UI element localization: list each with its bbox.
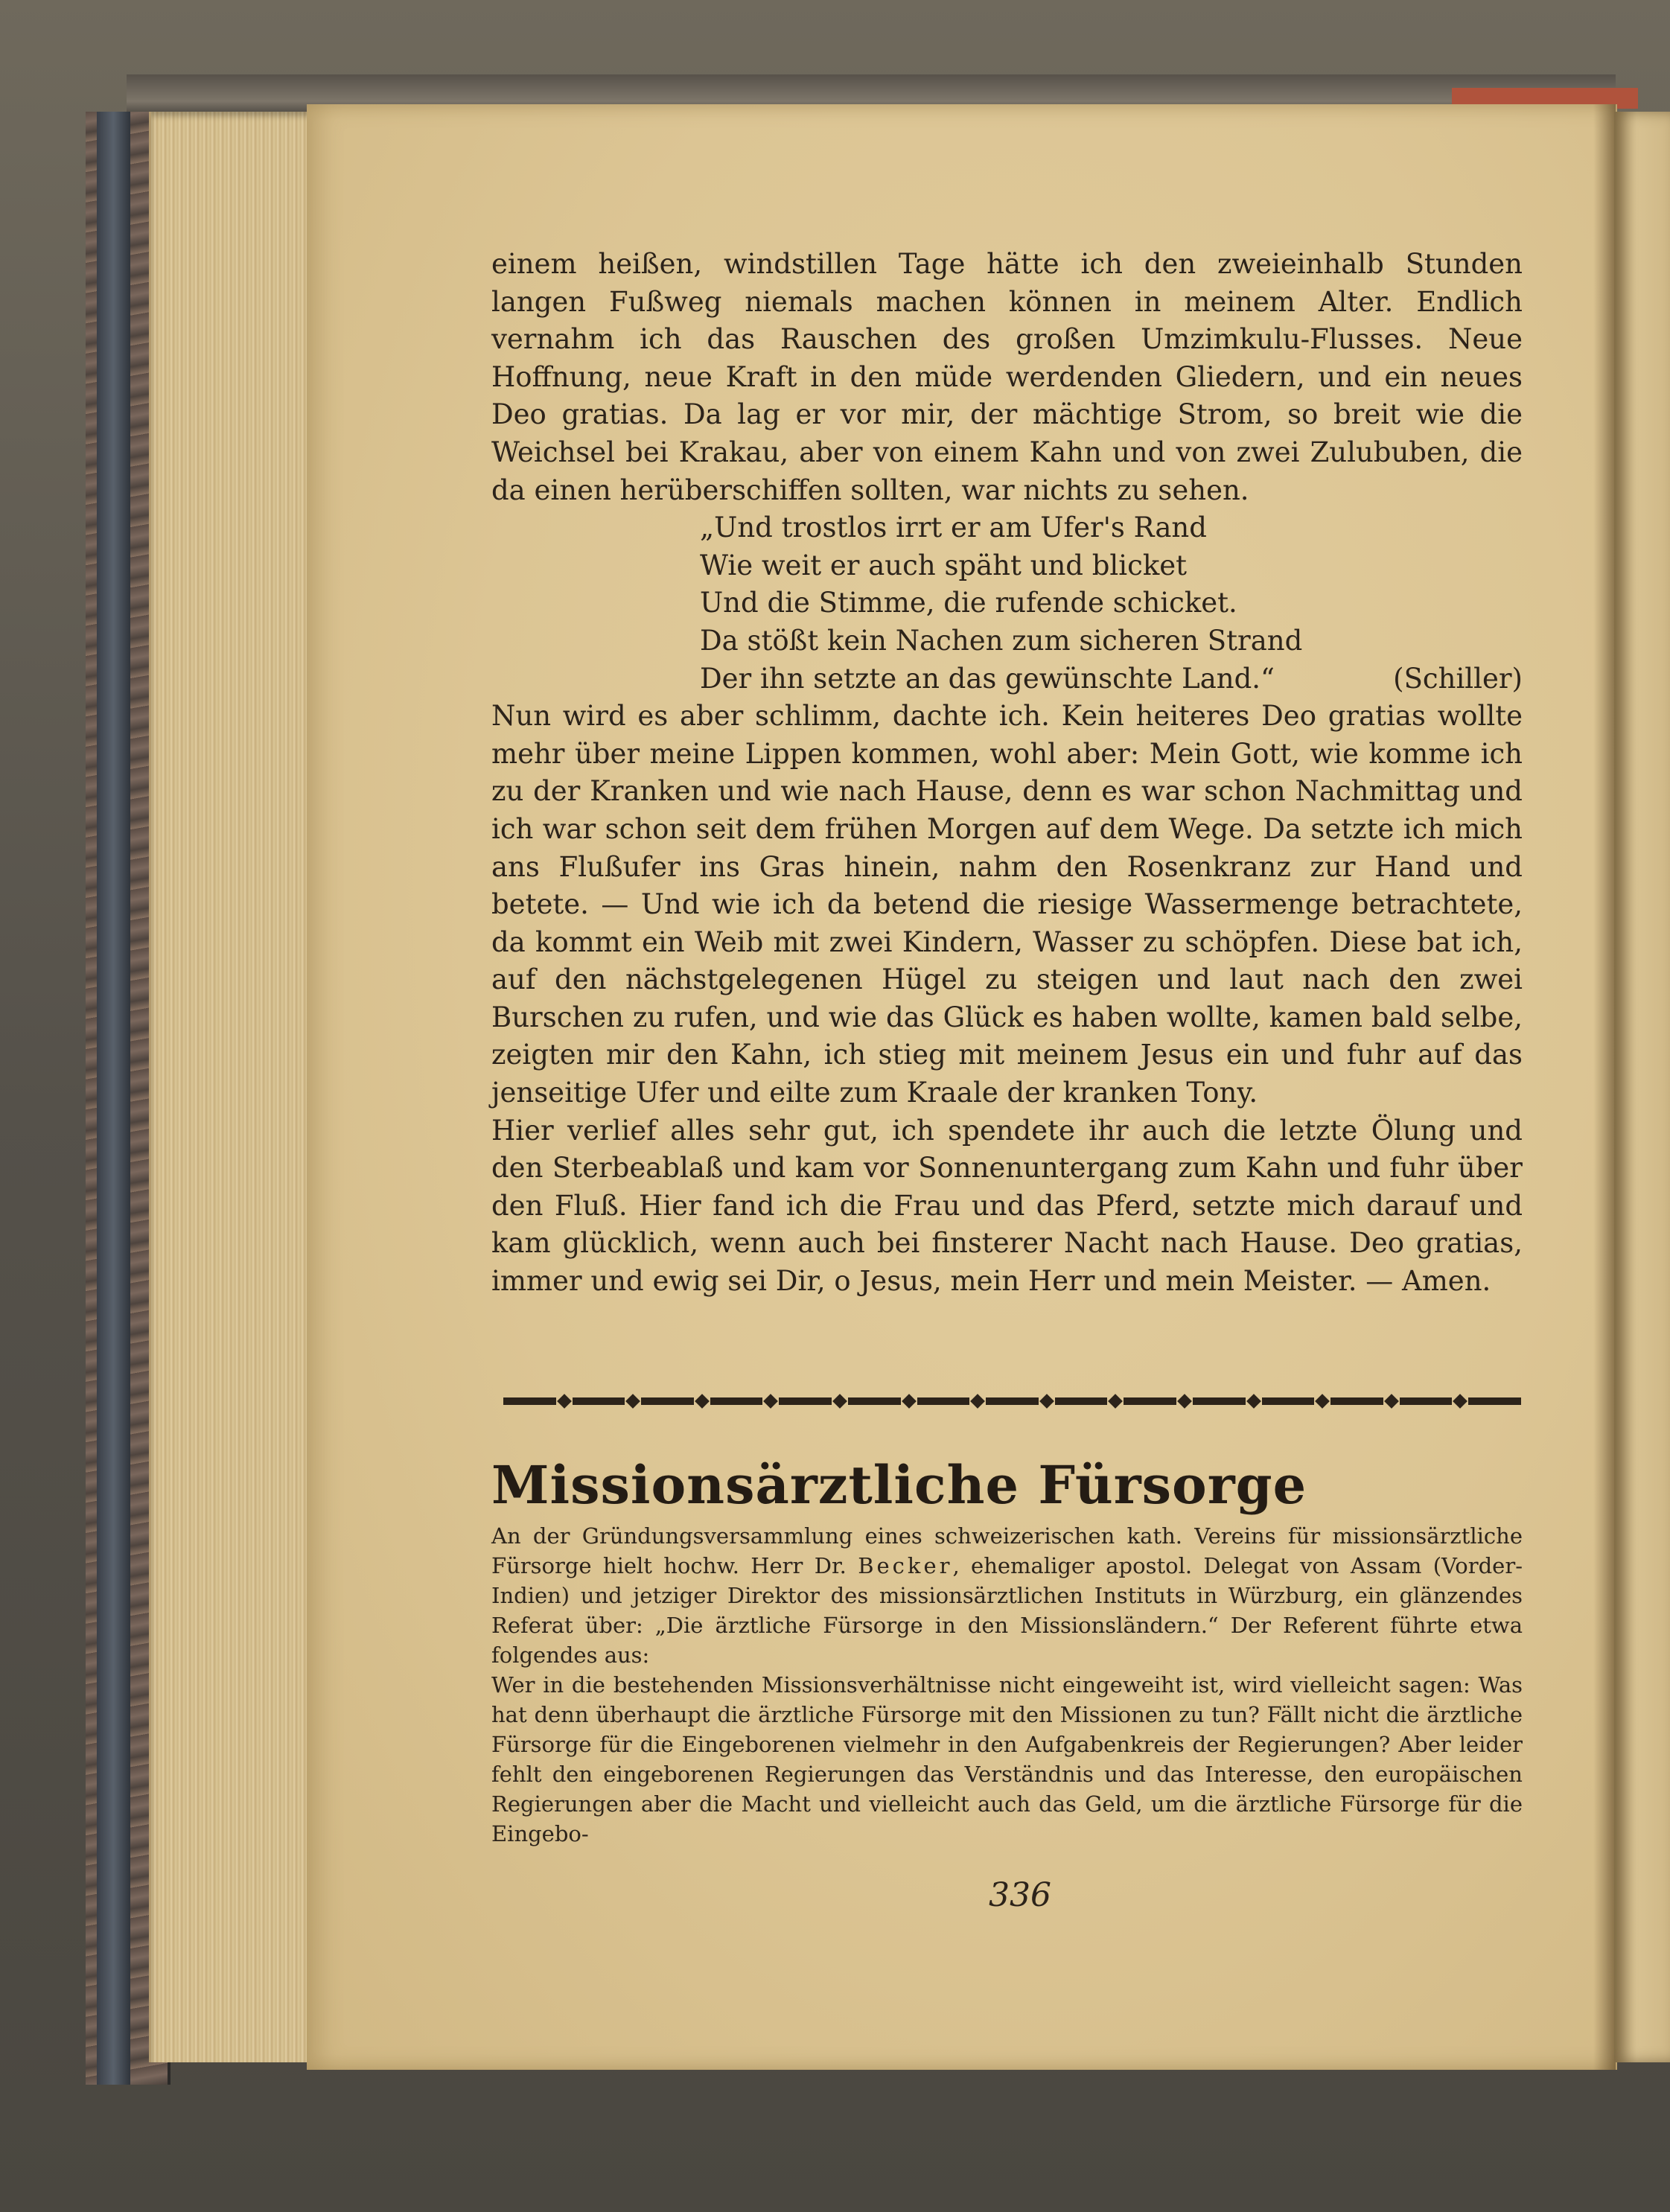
divider-diamond xyxy=(625,1394,640,1409)
paragraph-1: einem heißen, windstillen Tage hätte ich den zweieinhalb Stunden langen Fußweg niemals machen können in meinem Alter. Endlich vernahm ich das Rauschen des großen Umzimkulu-Flusses. Neue Hoffnung, neue Kraft in den müde werdenden Gliedern, und ein neues Deo gratias. Da lag er vor mir, der mächtige Strom, so breit wie die Weichsel bei Krakau, aber von einem Kahn und von zwei Zulububen, die da einen herüberschiffen sollten, war nichts zu sehen. xyxy=(491,248,1523,506)
divider-bar xyxy=(1468,1397,1521,1405)
divider-diamond xyxy=(557,1394,572,1409)
divider-diamond xyxy=(1315,1394,1330,1409)
divider-bar xyxy=(641,1397,694,1405)
article-text xyxy=(491,1521,1523,1849)
divider-diamond xyxy=(1039,1394,1054,1409)
speaker-name: Becker xyxy=(858,1553,953,1578)
divider-bar xyxy=(917,1397,970,1405)
verse-attribution: (Schiller) xyxy=(1393,662,1523,695)
article-paragraph: Wer in die bestehenden Missionsverhältnisse nicht eingeweiht ist, wird vielleicht sagen: Was hat denn überhaupt die ärztliche Fürsorge mit den Missionen zu tun? Fällt nicht die ärztliche Fürsorge für die Eingeborenen vielmehr in den Aufgabenkreis der Regierungen? Aber leider fehlt den eingeborenen Regierungen das Verständnis und das Interesse, den europäischen Regierungen aber die Macht und vielleicht auch das Geld, um die ärztliche Fürsorge für die Eingebo- xyxy=(491,1672,1523,1846)
ornamental-divider xyxy=(500,1392,1524,1410)
verse-line: „Und trostlos irrt er am Ufer's Rand xyxy=(700,511,1207,544)
book-spine xyxy=(97,112,130,2085)
verse-line: Da stößt kein Nachen zum sicheren Strand xyxy=(700,624,1303,657)
intro-text: An der Gründungsversammlung eines schweizerischen kath. Vereins für missionsärztliche Fürsorge hielt hochw. Herr Dr. xyxy=(491,1523,1523,1578)
page-stack-edge xyxy=(149,112,322,2062)
divider-bar xyxy=(779,1397,832,1405)
divider-bar xyxy=(1055,1397,1108,1405)
divider-diamond xyxy=(695,1394,710,1409)
divider-diamond xyxy=(1384,1394,1399,1409)
article-intro xyxy=(491,1521,1523,1670)
divider-bar xyxy=(1193,1397,1246,1405)
gutter-shadow xyxy=(1593,104,1616,2070)
divider-diamond xyxy=(832,1394,847,1409)
divider-bar xyxy=(986,1397,1039,1405)
divider-diamond xyxy=(902,1394,917,1409)
divider-diamond xyxy=(1177,1394,1192,1409)
divider-diamond xyxy=(1453,1394,1467,1409)
divider-bar xyxy=(1400,1397,1453,1405)
divider-diamond xyxy=(763,1394,778,1409)
divider-diamond xyxy=(1108,1394,1123,1409)
divider-diamond xyxy=(970,1394,985,1409)
page-number: 336 xyxy=(989,1876,1051,1914)
divider-bar xyxy=(1124,1397,1176,1405)
verse-line: Und die Stimme, die rufende schicket. xyxy=(700,587,1237,619)
divider-bar xyxy=(710,1397,763,1405)
divider-diamond xyxy=(1246,1394,1261,1409)
story-text xyxy=(491,246,1523,1301)
divider-bar xyxy=(1330,1397,1383,1405)
article-title: Missionsärztliche Fürsorge xyxy=(491,1454,1307,1516)
verse-line: Wie weit er auch späht und blicket xyxy=(700,549,1188,581)
paragraph-3: Hier verlief alles sehr gut, ich spendete ihr auch die letzte Ölung und den Sterbeablaß und kam vor Sonnenuntergang zum Kahn und fuhr über den Fluß. Hier fand ich die Frau und das Pferd, setzte mich darauf und kam glücklich, wenn auch bei finsterer Nacht nach Hause. Deo gratias, immer und ewig sei Dir, o Jesus, mein Herr und mein Meister. — Amen. xyxy=(491,1114,1523,1298)
paragraph-2: Nun wird es aber schlimm, dachte ich. Kein heiteres Deo gratias wollte mehr über meine Lippen kommen, wohl aber: Mein Gott, wie komme ich zu der Kranken und wie nach Hause, denn es war schon Nachmittag und ich war schon seit dem frühen Morgen auf dem Wege. Da setzte ich mich ans Flußufer ins Gras hinein, nahm den Rosenkranz zur Hand und betete. — Und wie ich da betend die riesige Wassermenge betrachtete, da kommt ein Weib mit zwei Kindern, Wasser zu schöpfen. Diese bat ich, auf den nächstgelegenen Hügel zu steigen und laut nach den zwei Burschen zu rufen, und wie das Glück es haben wollte, kamen bald selbe, zeigten mir den Kahn, ich stieg mit meinem Jesus ein und fuhr auf das jenseitige Ufer und eilte zum Kraale der kranken Tony. xyxy=(491,700,1523,1109)
divider-bar xyxy=(1262,1397,1315,1405)
intro-text: , ehemaliger apostol. Delegat von Assam (Vorder-Indien) und jetziger Direktor des missionsärztlichen Instituts in Würzburg, ein glänzendes Referat über: „Die ärztliche Fürsorge in den Missionsländern.“ Der Referent führte etwa folgendes aus: xyxy=(491,1553,1523,1668)
verse-line: Der ihn setzte an das gewünschte Land.“ xyxy=(700,662,1275,695)
divider-bar xyxy=(503,1397,556,1405)
divider-bar xyxy=(573,1397,625,1405)
schiller-verse xyxy=(491,509,1523,698)
facing-page-edge xyxy=(1614,112,1670,2062)
divider-bar xyxy=(848,1397,901,1405)
